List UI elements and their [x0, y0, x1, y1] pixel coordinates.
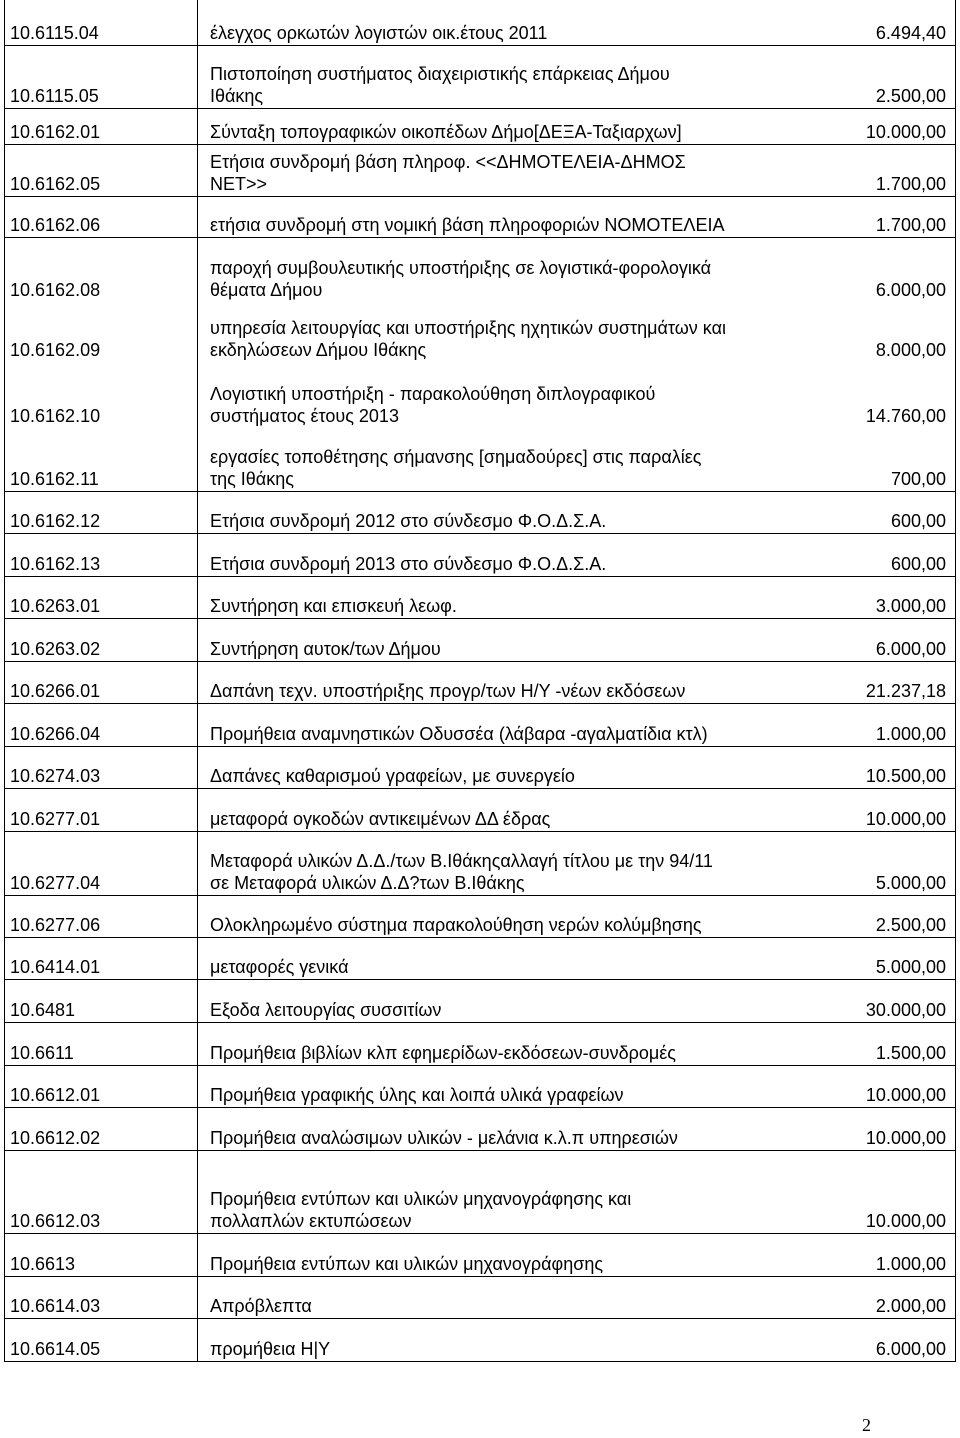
- account-code: 10.6162.06: [5, 197, 198, 237]
- table-row: [5, 492, 955, 534]
- description: [198, 1066, 835, 1107]
- table-row: [5, 534, 955, 577]
- table-row: [5, 1319, 955, 1362]
- amount: 600,00: [890, 511, 946, 531]
- description: [198, 832, 835, 895]
- account-code: 10.6263.02: [5, 619, 198, 661]
- account-code: 10.6611: [5, 1023, 198, 1065]
- description-line: σε Μεταφορά υλικών Δ.Δ?των Β.Ιθάκης: [210, 873, 525, 893]
- table-row: [5, 428, 955, 492]
- table-row: [5, 46, 955, 109]
- amount: 2.500,00: [875, 915, 946, 935]
- table-row: [5, 1108, 955, 1151]
- description-line: υπηρεσία λειτουργίας και υποστήριξης ηχητικών συστημάτων και: [210, 318, 726, 338]
- page-number: 2: [862, 1415, 871, 1435]
- description-line: ετήσια συνδρομή στη νομική βάση πληροφοριών ΝΟΜΟΤΕΛΕΙΑ: [210, 215, 725, 235]
- description: [198, 109, 835, 144]
- description-line: Ετήσια συνδρομή 2012 στο σύνδεσμο Φ.Ο.Δ.Σ.Α.: [210, 511, 607, 531]
- description-line: Προμήθεια εντύπων και υλικών μηχανογράφησης και: [210, 1189, 632, 1209]
- table-row: [5, 704, 955, 747]
- description: [198, 534, 835, 576]
- amount: 2.500,00: [875, 86, 946, 106]
- amount: 10.000,00: [865, 1085, 946, 1105]
- description: [198, 492, 835, 533]
- description-line: Εξοδα λειτουργίας συσσιτίων: [210, 1000, 442, 1020]
- table-row: [5, 1277, 955, 1319]
- description-line: θέματα Δήμου: [210, 280, 323, 300]
- description: [198, 1319, 835, 1361]
- account-code: 10.6115.05: [5, 46, 198, 108]
- amount: 6.000,00: [875, 280, 946, 300]
- account-code: 10.6481: [5, 980, 198, 1022]
- description: [198, 238, 835, 302]
- description-line: Ιθάκης: [210, 86, 264, 106]
- table-row: [5, 789, 955, 832]
- description-line: συστήματος έτους 2013: [210, 406, 399, 426]
- description: [198, 577, 835, 618]
- amount: 3.000,00: [875, 596, 946, 616]
- description-line: Λογιστική υποστήριξη - παρακολούθηση διπλογραφικού: [210, 384, 656, 404]
- account-code: 10.6162.05: [5, 145, 198, 196]
- description-line: Προμήθεια γραφικής ύλης και λοιπά υλικά γραφείων: [210, 1085, 624, 1105]
- description: [198, 938, 835, 979]
- amount: 5.000,00: [875, 957, 946, 977]
- description-line: Μεταφορά υλικών Δ.Δ./των Β.Ιθάκηςαλλαγή τίτλου με την 94/11: [210, 851, 713, 871]
- description: [198, 980, 835, 1022]
- description-line: μεταφορά ογκοδών αντικειμένων ΔΔ έδρας: [210, 809, 551, 829]
- account-code: 10.6277.01: [5, 789, 198, 831]
- amount: 14.760,00: [865, 406, 946, 426]
- account-code: 10.6414.01: [5, 938, 198, 979]
- account-code: 10.6115.04: [5, 0, 198, 45]
- table-row: [5, 1023, 955, 1066]
- amount: 1.000,00: [875, 724, 946, 744]
- description: [198, 619, 835, 661]
- description: [198, 428, 835, 491]
- table-row: [5, 109, 955, 145]
- description-line: Συντήρηση αυτοκ/των Δήμου: [210, 639, 441, 659]
- amount: 600,00: [890, 554, 946, 574]
- account-code: 10.6277.04: [5, 832, 198, 895]
- description-line: Ετήσια συνδρομή βάση πληροφ. <<ΔΗΜΟΤΕΛΕΙΑ-ΔΗΜΟΣ: [210, 152, 686, 172]
- table-row: [5, 197, 955, 238]
- description-line: μεταφορές γενικά: [210, 957, 349, 977]
- description: [198, 789, 835, 831]
- description-line: Δαπάνη τεχν. υποστήριξης προγρ/των Η/Υ -νέων εκδόσεων: [210, 681, 686, 701]
- description: [198, 1151, 835, 1233]
- table-row: [5, 362, 955, 428]
- description: [198, 46, 835, 108]
- table-row: [5, 1234, 955, 1277]
- table-row: [5, 747, 955, 789]
- description-line: Συντήρηση και επισκευή λεωφ.: [210, 596, 457, 616]
- budget-table: [4, 0, 956, 1362]
- description: [198, 747, 835, 788]
- account-code: 10.6162.01: [5, 109, 198, 144]
- description-line: έλεγχος ορκωτών λογιστών οικ.έτους 2011: [210, 23, 548, 43]
- account-code: 10.6263.01: [5, 577, 198, 618]
- description-line: Προμήθεια αναλώσιμων υλικών - μελάνια κ.λ.π υπηρεσιών: [210, 1128, 678, 1148]
- table-row: [5, 1066, 955, 1108]
- amount: 8.000,00: [875, 340, 946, 360]
- description-line: ΝΕΤ>>: [210, 174, 268, 194]
- description-line: εργασίες τοποθέτησης σήμανσης [σημαδούρες] στις παραλίες: [210, 447, 702, 467]
- account-code: 10.6266.01: [5, 662, 198, 703]
- account-code: 10.6277.06: [5, 896, 198, 937]
- table-row: [5, 577, 955, 619]
- account-code: 10.6614.05: [5, 1319, 198, 1361]
- table-row: [5, 662, 955, 704]
- table-row: [5, 619, 955, 662]
- table-row: [5, 896, 955, 938]
- account-code: 10.6162.08: [5, 238, 198, 302]
- description-line: παροχή συμβουλευτικής υποστήριξης σε λογιστικά-φορολογικά: [210, 258, 712, 278]
- amount: 1.700,00: [875, 174, 946, 194]
- account-code: 10.6162.12: [5, 492, 198, 533]
- account-code: 10.6613: [5, 1234, 198, 1276]
- description-line: Προμήθεια εντύπων και υλικών μηχανογράφησης: [210, 1254, 604, 1274]
- description: [198, 362, 835, 428]
- description: [198, 0, 835, 45]
- table-row: [5, 302, 955, 362]
- amount: 21.237,18: [865, 681, 946, 701]
- description: [198, 1108, 835, 1150]
- amount: 10.000,00: [865, 1128, 946, 1148]
- description-line: Προμήθεια αναμνηστικών Οδυσσέα (λάβαρα -αγαλματίδια κτλ): [210, 724, 708, 744]
- table-row: [5, 145, 955, 197]
- table-row: [5, 238, 955, 302]
- table-row: [5, 980, 955, 1023]
- account-code: 10.6266.04: [5, 704, 198, 746]
- account-code: 10.6612.03: [5, 1151, 198, 1233]
- description-line: της Ιθάκης: [210, 469, 294, 489]
- account-code: 10.6274.03: [5, 747, 198, 788]
- description: [198, 1023, 835, 1065]
- amount: 6.000,00: [875, 1339, 946, 1359]
- account-code: 10.6162.11: [5, 428, 198, 491]
- table-row: [5, 1151, 955, 1234]
- amount: 5.000,00: [875, 873, 946, 893]
- table-row: [5, 0, 955, 46]
- description-line: Ετήσια συνδρομή 2013 στο σύνδεσμο Φ.Ο.Δ.Σ.Α.: [210, 554, 607, 574]
- amount: 1.700,00: [875, 215, 946, 235]
- description-line: Πιστοποίηση συστήματος διαχειριστικής επάρκειας Δήμου: [210, 64, 670, 84]
- description-line: Σύνταξη τοπογραφικών οικοπέδων Δήμο[ΔΕΞΑ-Ταξιαρχων]: [210, 122, 682, 142]
- description-line: πολλαπλών εκτυπώσεων: [210, 1211, 412, 1231]
- amount: 10.000,00: [865, 809, 946, 829]
- description: [198, 145, 835, 196]
- account-code: 10.6162.09: [5, 302, 198, 362]
- description: [198, 197, 835, 237]
- description-line: Προμήθεια βιβλίων κλπ εφημερίδων-εκδόσεων-συνδρομές: [210, 1043, 676, 1063]
- account-code: 10.6614.03: [5, 1277, 198, 1318]
- amount: 10.500,00: [865, 766, 946, 786]
- description: [198, 1277, 835, 1318]
- amount: 6.000,00: [875, 639, 946, 659]
- description: [198, 302, 835, 362]
- table-row: [5, 938, 955, 980]
- description: [198, 896, 835, 937]
- description: [198, 704, 835, 746]
- description: [198, 1234, 835, 1276]
- account-code: 10.6612.02: [5, 1108, 198, 1150]
- description-line: προμήθεια Η|Υ: [210, 1339, 331, 1359]
- description: [198, 662, 835, 703]
- description-line: Ολοκληρωμένο σύστημα παρακολούθηση νερών κολύμβησης: [210, 915, 702, 935]
- description-line: Δαπάνες καθαρισμού γραφείων, με συνεργείο: [210, 766, 575, 786]
- amount: 1.500,00: [875, 1043, 946, 1063]
- amount: 30.000,00: [865, 1000, 946, 1020]
- table-row: [5, 832, 955, 896]
- amount: 1.000,00: [875, 1254, 946, 1274]
- amount: 6.494,40: [875, 23, 946, 43]
- amount: 10.000,00: [865, 122, 946, 142]
- account-code: 10.6162.13: [5, 534, 198, 576]
- description-line: εκδηλώσεων Δήμου Ιθάκης: [210, 340, 427, 360]
- amount: 10.000,00: [865, 1211, 946, 1231]
- description-line: Απρόβλεπτα: [210, 1296, 312, 1316]
- amount: 2.000,00: [875, 1296, 946, 1316]
- account-code: 10.6612.01: [5, 1066, 198, 1107]
- account-code: 10.6162.10: [5, 362, 198, 428]
- amount: 700,00: [890, 469, 946, 489]
